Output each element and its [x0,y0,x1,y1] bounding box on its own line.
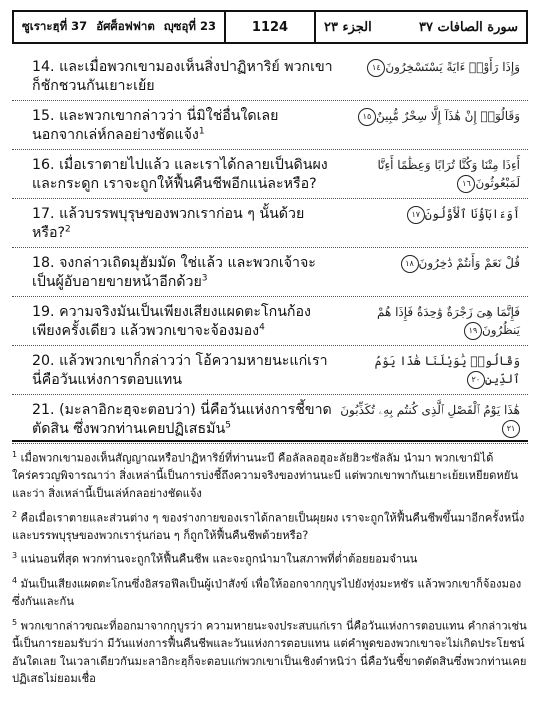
verse-number-badge: ١٧ [407,206,425,224]
page-number: 1124 [224,12,316,42]
verse-thai: 14. และเมื่อพวกเขามองเห็นสิ่งปาฏิหาริย์ พวกเขาก็ชักชวนกันเยาะเย้ย [32,59,333,94]
verse-thai: 20. แล้วพวกเขาก็กล่าวว่า โอ้ความหายนะแก่เรา นี่คือวันแห่งการตอบแทน [32,353,328,388]
footnote-ref: 2 [65,224,71,235]
verse-number-badge: ١٤ [367,59,385,77]
footnote-ref: 3 [201,273,208,284]
footnote-mark: 5 [12,617,18,627]
verse-row [12,199,528,248]
verse-row [12,52,528,101]
juz-arabic: الجزء ٢٣ [324,19,372,35]
verse-number-badge: ١٩ [464,322,482,340]
footnote-ref: 4 [259,322,265,333]
verse-thai: 15. และพวกเขากล่าวว่า นี่มิใช่อื่นใดเลย นอกจากเล่ห์กลอย่างชัดแจ้ง$^1$ [32,108,279,143]
header-right [316,20,526,35]
footnote-text: แน่นอนที่สุด พวกท่านจะถูกให้ฟื้นคืนชีพ และจะถูกนำมาในสภาพที่ต่ำต้อยยอมจำนน [20,553,418,567]
verse-row [12,150,528,199]
footnote-divider [12,440,528,442]
verse-arabic: وَإِذَا رَأَوْا۟ ءَايَةً يَسْتَسْخِرُونَ١٤ [340,58,520,77]
footnote-text: พวกเขากล่าวขณะที่ออกมาจากกุบูรว่า ความหายนะจงประสบแก่เรา นี่คือวันแห่งการตอบแทน คำกล่าวเช่นนี้เป็นการยอมรับว่า มีวันแห่งการฟื้นคืนชีพและวันแห่งการตอบแทน แต่คำพูดของพวกเขาจะไม่เกิดประโยชน์อันใดเลย ในเวลาเดียวกันมะลาอิกะฮฺก็จะตอบแก่พวกเขาเป็นเชิงตำหนิว่า นี่คือวันชี้ขาดตัดสินซึ่งพวกท่านเคยปฏิเสธไม่ยอมเชื่อ [12,619,527,686]
verse-number-badge: ٢١ [502,420,520,438]
verse-number-badge: ١٨ [401,255,419,273]
verse-row [12,395,528,444]
footnote-ref: 5 [225,420,231,431]
footnote [12,506,528,545]
footnote-mark: 2 [12,509,18,519]
verse-thai: 17. แล้วบรรพบุรุษของพวกเราก่อน ๆ นั้นด้วยหรือ?$^2$ [32,206,305,241]
footnote-mark: 3 [12,551,18,561]
footnote [12,446,528,503]
verse-number-badge: ١٦ [457,175,475,193]
verse-thai: 21. (มะลาอิกะฮฺจะตอบว่า) นี่คือวันแห่งการชี้ขาดตัดสิน ซึ่งพวกท่านเคยปฏิเสธมัน$^5$ [32,402,332,437]
verse-arabic: فَإِنَّمَا هِىَ زَجْرَةٌ وَٰحِدَةٌ فَإِذَا هُمْ يَنظُرُونَ١٩ [340,303,520,340]
footnote-mark: 1 [12,450,18,459]
header-left [14,18,224,36]
verse-thai: 18. จงกล่าวเถิดมุฮัมมัด ใช่แล้ว และพวกเจ้าจะเป็นผู้อับอายขายหน้าอีกด้วย$^3$ [32,255,316,290]
verse-row [12,101,528,150]
verse-row [12,248,528,297]
verse-arabic: وَقَالُوا۟ يَٰوَيْلَنَا هَٰذَا يَوْمُ ٱلدِّينِ٢٠ [340,352,520,389]
page-header [12,10,528,44]
verse-thai: 19. ความจริงมันเป็นเพียงเสียงแผดตะโกนก้องเพียงครั้งเดียว แล้วพวกเขาจะจ้องมอง$^4$ [32,304,311,339]
verse-arabic: أَوَءَابَآؤُنَا ٱلْأَوَّلُونَ١٧ [340,205,520,224]
verse-thai: 16. เมื่อเราตายไปแล้ว และเราได้กลายเป็นดินผงและกระดูก เราจะถูกให้ฟื้นคืนชีพอีกแน่ละหรือ? [32,157,328,192]
footnote-text: คือเมื่อเราตายและส่วนต่าง ๆ ของร่างกายของเราได้กลายเป็นผุยผง เราจะถูกให้ฟื้นคืนชีพขึ้นมาอีกครั้งหนึ่ง และบรรพบุรุษของพวกเรารุ่นก่อน ๆ ก็ถูกให้ฟื้นคืนชีพด้วยหรือ? [12,511,525,542]
verse-number-badge: ١٥ [358,108,376,126]
verse-arabic: وَقَالُوٓا۟ إِنْ هَٰذَآ إِلَّا سِحْرٌ مُّبِينٌ١٥ [340,107,520,126]
footnote [12,614,528,688]
surah-name-thai: อัศศ็อฟฟาต [96,19,155,33]
verse-list [12,52,528,444]
juz-thai: ญุซอุที่ 23 [163,19,216,33]
verse-row [12,346,528,395]
footnote [12,572,528,611]
footnote-mark: 4 [12,575,18,585]
footnote-text: เมื่อพวกเขามองเห็นสัญญาณหรือปาฏิหาริย์ที่ท่านนะบี คือลัลลอฮุอะลัยฮิวะซัลลัม นำมา พวกเขามิได้ใคร่ครวญพิจารณาว่า สิ่งเหล่านี้เป็นการบ่งชี้ถึงความจริงของท่านนะบี แต่พวกเขาพากันเยาะเย้ยเหยียดหยันและว่า สิ่งเหล่านี้เป็นเล่ห์กลอย่างชัดแจ้ง [12,451,518,500]
footnote [12,547,528,568]
verse-arabic: قُلْ نَعَمْ وَأَنتُمْ دَٰخِرُونَ١٨ [340,254,520,273]
footnotes [12,446,528,691]
surah-arabic: سورة الصافات ٣٧ [419,19,518,35]
verse-arabic: أَءِذَا مِتْنَا وَكُنَّا تُرَابًا وَعِظَٰمًا أَءِنَّا لَمَبْعُوثُونَ١٦ [340,156,520,193]
footnote-text: มันเป็นเสียงแผดตะโกนซึ่งอิสรอฟีลเป็นผู้เป่าสังข์ เพื่อให้ออกจากกุบูรไปยังทุ่งมะหชัร แล้วพวกเขาก็จ้องมองซึ่งกันและกัน [12,577,522,609]
footnote-ref: 1 [198,126,205,137]
verse-arabic: هَٰذَا يَوْمُ ٱلْفَصْلِ ٱلَّذِى كُنتُم بِهِۦ تُكَذِّبُونَ٢١ [340,401,520,438]
verse-row [12,297,528,346]
verse-number-badge: ٢٠ [467,371,485,389]
surah-number-thai: ซูเราะฮฺที่ 37 [22,19,88,33]
